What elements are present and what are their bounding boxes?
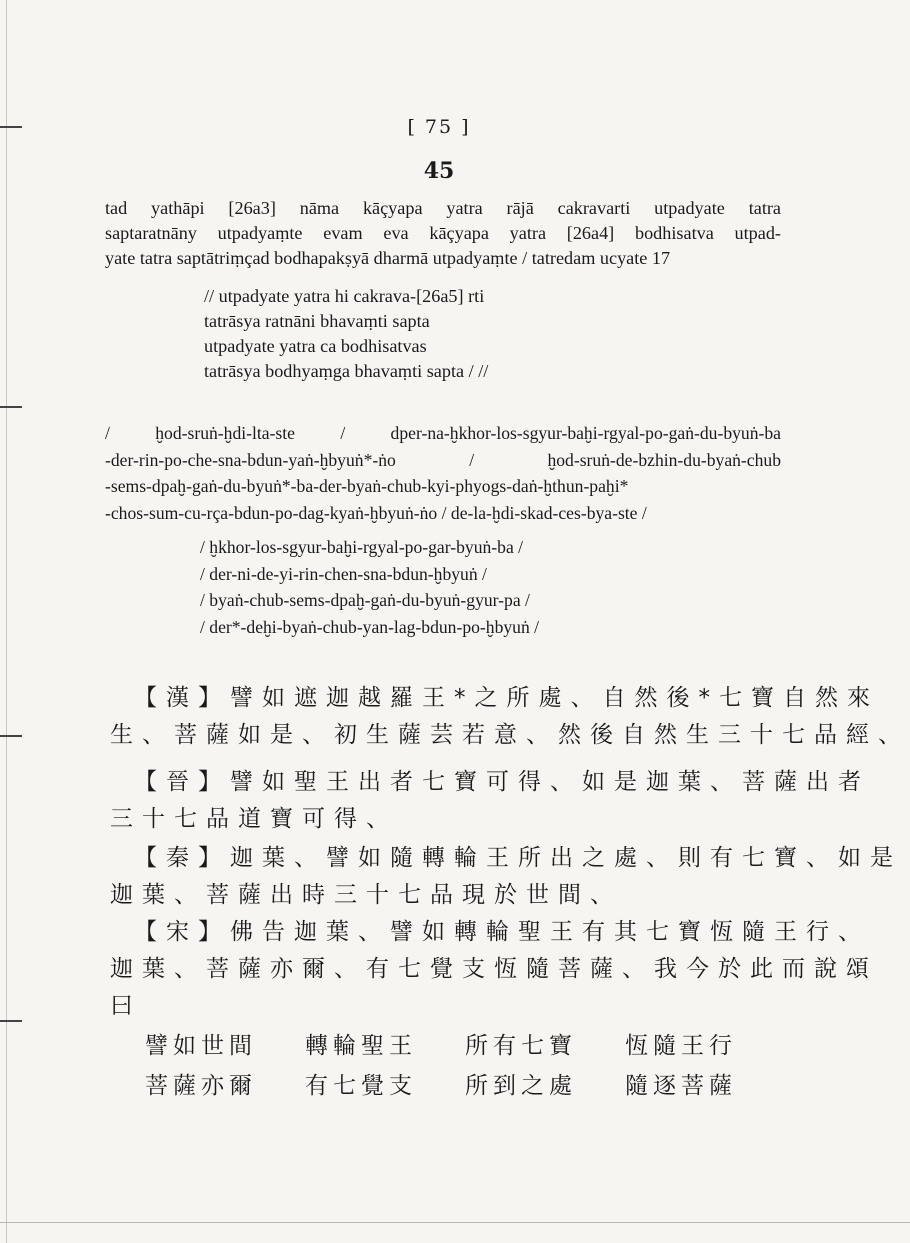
verse-phrase: 隨逐菩薩 — [625, 1073, 737, 1099]
chinese-verse — [145, 1026, 785, 1106]
tibetan-prose-line: -der-rin-po-che-sna-bdun-yaṅ-ḫbyuṅ*-ṅo / ḫod-sruṅ-de-bzhin-du-byaṅ-chub — [105, 449, 781, 470]
bottom-rule — [0, 1222, 910, 1223]
verse-phrase: 恆隨王行 — [625, 1033, 737, 1059]
sanskrit-verse-line: tatrāsya bodhyaṃga bhavaṃti sapta / // — [204, 361, 489, 381]
page-number: [ 75 ] — [407, 116, 471, 138]
chinese-line: 迦葉、菩薩亦爾、有七覺支恆隨菩薩、我今於此而說頌 — [110, 956, 878, 982]
binding-edge — [6, 0, 7, 1243]
tibetan-verse-line: / der*-deḫi-byaṅ-chub-yan-lag-bdun-po-ḫbyuṅ / — [200, 616, 540, 637]
chinese-line: 三十七品道寶可得、 — [110, 806, 398, 832]
verse-phrase: 所到之處 — [465, 1073, 577, 1099]
tibetan-verse-line: / byaṅ-chub-sems-dpaḫ-gaṅ-du-byuṅ-gyur-pa / — [200, 590, 530, 610]
sanskrit-prose — [105, 196, 781, 271]
section-number: 45 — [423, 158, 455, 184]
tibetan-verse-line: / der-ni-de-yi-rin-chen-sna-bdun-ḫbyuṅ / — [200, 563, 487, 584]
binding-mark — [0, 406, 22, 408]
sanskrit-verse-line: utpadyate yatra ca bodhisatvas — [204, 336, 427, 356]
verse-phrase: 有七覺支 — [305, 1073, 417, 1099]
chinese-line: 迦葉、菩薩出時三十七品現於世間、 — [110, 882, 622, 908]
chinese-song-passage — [110, 914, 878, 1025]
verse-phrase: 所有七寶 — [465, 1033, 577, 1059]
verse-phrase: 轉輪聖王 — [305, 1033, 417, 1059]
verse-phrase: 譬如世間 — [145, 1033, 257, 1059]
sanskrit-verse — [204, 284, 488, 384]
tibetan-prose — [105, 420, 781, 526]
sanskrit-prose-line: tad yathāpi [26a3] nāma kāçyapa yatra rājā cakravarti utpadyate tatra — [105, 198, 781, 218]
chinese-line: 【秦】迦葉、譬如隨轉輪王所出之處、則有七寶、如是 — [134, 845, 902, 871]
binding-mark — [0, 1020, 22, 1022]
chinese-jin-passage — [110, 764, 870, 838]
tibetan-prose-line: -sems-dpaḫ-gaṅ-du-byuṅ*-ba-der-byaṅ-chub-kyi-phyogs-daṅ-ḫthun-paḫi* — [105, 476, 629, 496]
verse-row — [145, 1066, 785, 1106]
chinese-qin-passage — [110, 840, 902, 914]
binding-mark — [0, 735, 22, 737]
chinese-line: 生、菩薩如是、初生薩芸若意、然後自然生三十七品經、 — [110, 722, 910, 748]
chinese-line: 【漢】譬如遮迦越羅王*之所處、自然後*七寶自然來 — [134, 685, 879, 711]
tibetan-prose-line: -chos-sum-cu-rça-bdun-po-dag-kyaṅ-ḫbyuṅ-ṅo / de-la-ḫdi-skad-ces-bya-ste / — [105, 502, 647, 523]
verse-phrase: 菩薩亦爾 — [145, 1073, 257, 1099]
sanskrit-prose-line: saptaratnāny utpadyaṃte evam eva kāçyapa yatra [26a4] bodhisatva utpad- — [105, 223, 781, 243]
chinese-line: 曰 — [110, 993, 142, 1019]
sanskrit-prose-line: yate tatra saptātriṃçad bodhapakṣyā dharmā utpadyaṃte / tatredam ucyate 17 — [105, 248, 671, 268]
verse-row — [145, 1026, 785, 1066]
tibetan-prose-line: / ḫod-sruṅ-ḫdi-lta-ste / dper-na-ḫkhor-los-sgyur-baḫi-rgyal-po-gaṅ-du-byuṅ-ba — [105, 423, 781, 443]
tibetan-verse-line: / ḫkhor-los-sgyur-baḫi-rgyal-po-gar-byuṅ-ba / — [200, 537, 524, 557]
sanskrit-verse-line: tatrāsya ratnāni bhavaṃti sapta — [204, 311, 430, 331]
chinese-han-passage — [110, 680, 910, 754]
chinese-line: 【晉】譬如聖王出者七寶可得、如是迦葉、菩薩出者 — [134, 769, 870, 795]
chinese-line: 【宋】佛告迦葉、譬如轉輪聖王有其七寶恆隨王行、 — [134, 919, 870, 945]
tibetan-verse — [200, 534, 539, 640]
sanskrit-verse-line: // utpadyate yatra hi cakrava-[26a5] rti — [204, 286, 485, 306]
